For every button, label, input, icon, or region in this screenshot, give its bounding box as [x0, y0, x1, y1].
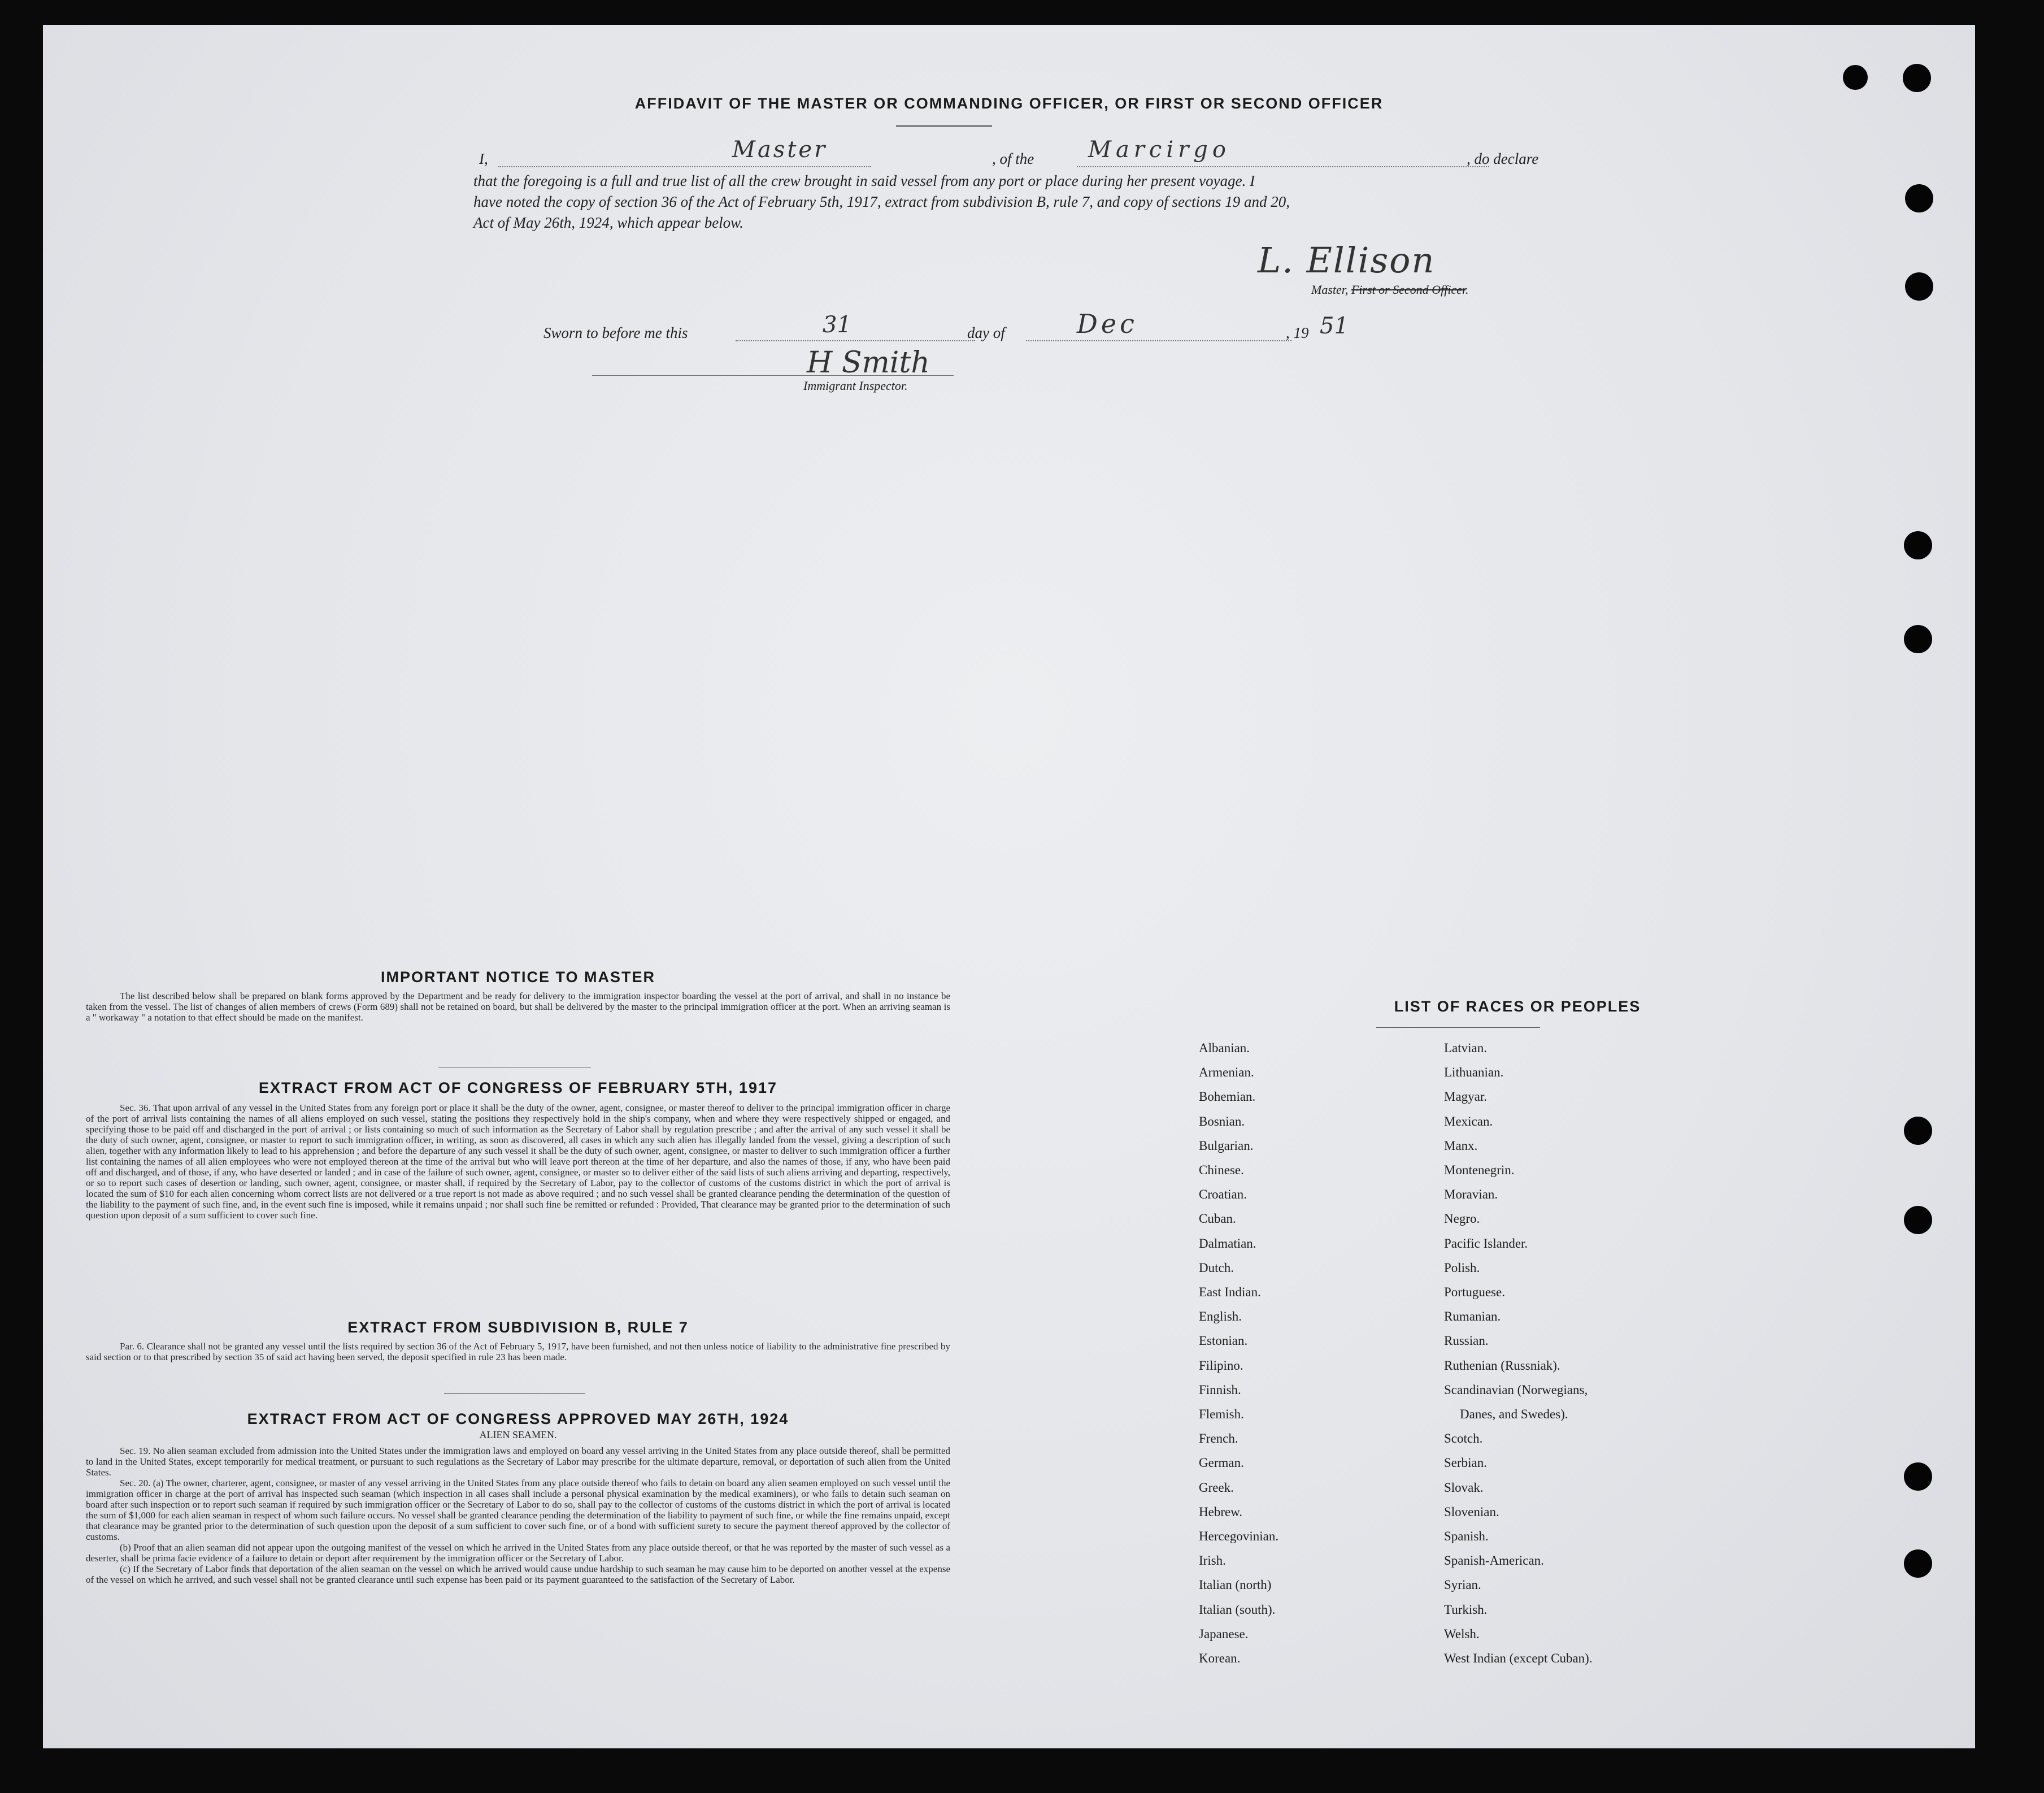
sec20b-body: (b) Proof that an alien seaman did not appear upon the outgoing manifest of the vessel on which he arrived in the United States from any place outside thereof, or that he was reported by the master of such vessel as a deserter, shall be prima facie evidence of a failure to detain or deport after requirement by the immigration officer or the Secretary of Labor.: [86, 1542, 950, 1564]
extract-1917-title: EXTRACT FROM ACT OF CONGRESS OF FEBRUARY 5TH, 1917: [258, 1079, 778, 1096]
race-item: Estonian.: [1199, 1334, 1248, 1348]
master-caption-period: .: [1465, 283, 1469, 297]
punch-hole: [1905, 272, 1933, 301]
race-item: Dalmatian.: [1199, 1236, 1256, 1251]
inspector-signature: H Smith: [807, 346, 930, 380]
extract-1917-body: Sec. 36. That upon arrival of any vessel in the United States from any foreign port or place it shall be the duty of the owner, agent, consignee, or master thereof to deliver to the principal immigration officer in charge of the port of arrival lists containing the names of all aliens employed on such vessel, stating the positions they respectively hold in the ship's company, when and where they were respectively shipped or engaged, and specifying those to be paid off and discharged in the port of arrival ; or lists containing so much of such information as the Secretary of Labor shall by regulation prescribe ; and after the arrival of any such vessel it shall be the duty of such owner, agent, consignee, or master to report to such immigration officer, in writing, as soon as discovered, all cases in which any such alien has illegally landed from the vessel, giving a description of such alien, together with any information likely to lead to his apprehension ; and before the departure of any such vessel it shall be the duty of such owner, agent, consignee, or master to deliver to such immigration officer a further list containing the names of all alien employees who were not employed thereon at the time of the arrival but who will leave port thereon at the time of her departure, and also the names of those, if any, who have been paid off and discharged, and of those, if any, who have deserted or landed ; and in case of the failure of such owner, agent, consignee, or master so to deliver either of the said lists of such aliens arriving and departing, respectively, or so to report such cases of desertion or landing, such owner, agent, consignee, or master shall, if required by the Secretary of Labor, pay to the collector of customs of the customs district in which the port of arrival is located the sum of $10 for each alien concerning whom correct lists are not delivered or a true report is not made as above required ; and no such vessel shall be granted clearance pending the determination of the question of the liability to the payment of such fine, and, in the event such fine is imposed, while it remains unpaid ; nor shall such fine be remitted or refunded : Provided, That clearance may be granted prior to the determination of such question upon deposit of a sum sufficient to cover such fine.: [86, 1102, 950, 1221]
punch-hole: [1904, 625, 1932, 653]
race-item: German.: [1199, 1456, 1244, 1470]
race-item: Japanese.: [1199, 1626, 1249, 1641]
master-signature: L. Ellison: [1258, 240, 1436, 281]
race-item: Polish.: [1444, 1260, 1480, 1275]
punch-hole: [1904, 1117, 1932, 1145]
races-title: LIST OF RACES OR PEOPLES: [1394, 998, 1641, 1015]
master-blank: [498, 166, 871, 167]
race-item: Flemish.: [1199, 1407, 1244, 1421]
race-item: Chinese.: [1199, 1163, 1244, 1177]
race-item: Portuguese.: [1444, 1285, 1505, 1299]
punch-hole: [1904, 1462, 1932, 1491]
race-item: Manx.: [1444, 1138, 1478, 1153]
master-caption-struck: First or Second Officer: [1351, 283, 1466, 297]
race-item: Dutch.: [1199, 1260, 1234, 1275]
race-item: Danes, and Swedes).: [1460, 1407, 1568, 1421]
rule7-section: [86, 1319, 950, 1362]
race-item: Italian (north): [1199, 1578, 1272, 1592]
race-item: Irish.: [1199, 1553, 1226, 1568]
race-item: Armenian.: [1199, 1065, 1254, 1080]
of-the-label: , of the: [992, 150, 1034, 167]
race-item: Filipino.: [1199, 1358, 1243, 1373]
day-handwriting: 31: [823, 312, 851, 338]
race-item: Bulgarian.: [1199, 1138, 1254, 1153]
extract-1924-title: EXTRACT FROM ACT OF CONGRESS APPROVED MAY 26TH, 1924: [247, 1410, 789, 1427]
race-item: Slovenian.: [1444, 1504, 1499, 1519]
race-item: Spanish-American.: [1444, 1553, 1544, 1568]
race-item: Bosnian.: [1199, 1114, 1245, 1128]
notice-title: IMPORTANT NOTICE TO MASTER: [381, 969, 655, 986]
notice-body: The list described below shall be prepared on blank forms approved by the Department and be ready for delivery to the immigration inspector boarding the vessel at the port of arrival, and shall in no instance be taken from the vessel. The list of changes of alien members of crews (Form 689) shall not be retained on board, but shall be delivered by the master to the principal immigration officer at the port. When an arriving seaman is a " workaway " a notation to that effect should be made on the manifest.: [86, 991, 950, 1023]
race-item: Welsh.: [1444, 1626, 1480, 1641]
day-blank: [736, 340, 975, 341]
race-item: Scotch.: [1444, 1431, 1483, 1446]
day-of-label: day of: [967, 324, 1005, 341]
race-item: Hercegovinian.: [1199, 1529, 1279, 1543]
manifest-page: [43, 25, 1975, 1748]
race-item: Albanian.: [1199, 1041, 1250, 1055]
race-item: West Indian (except Cuban).: [1444, 1651, 1593, 1665]
punch-hole: [1904, 1206, 1932, 1234]
race-item: French.: [1199, 1431, 1238, 1446]
extract-1924-subtitle: ALIEN SEAMEN.: [479, 1429, 557, 1440]
rule7-title: EXTRACT FROM SUBDIVISION B, RULE 7: [347, 1319, 689, 1336]
race-item: Hebrew.: [1199, 1504, 1243, 1519]
vessel-handwriting: Marcirgo: [1088, 137, 1230, 163]
races-divider: [1376, 1027, 1540, 1028]
race-item: Finnish.: [1199, 1382, 1241, 1397]
sec20a-body: Sec. 20. (a) The owner, charterer, agent, consignee, or master of any vessel arriving in the United States from any place outside thereof who fails to detain on board any alien seamen employed on such vessel until the immigration officer in charge at the port of arrival has inspected such seaman (which inspection in all cases shall include a personal physical examination by the medical examiners), or who fails to detain such seaman on board after such inspection or to report such seaman if required by such immigration officer or the Secretary of Labor to do so, shall pay to the collector of customs of the customs district in which the port of arrival is located the sum of $1,000 for each alien seaman in respect of whom such failure occurs. No vessel shall be granted clearance pending the determination of the liability to payment of such fine, or while the fine remains unpaid, except that clearance may be granted prior to the determination of such question upon the deposit of a sum sufficient to cover such fine, or of a bond with sufficient surety to secure the payment thereof approved by the collector of customs.: [86, 1478, 950, 1542]
race-item: English.: [1199, 1309, 1242, 1324]
race-item: Croatian.: [1199, 1187, 1247, 1202]
race-item: Pacific Islander.: [1444, 1236, 1528, 1251]
extract-1924-section: [86, 1410, 950, 1585]
race-item: Magyar.: [1444, 1089, 1488, 1104]
year-prefix: , 19: [1286, 324, 1309, 341]
do-declare-label: , do declare: [1467, 150, 1539, 167]
affidavit-title: AFFIDAVIT OF THE MASTER OR COMMANDING OFFICER, OR FIRST OR SECOND OFFICER: [634, 95, 1384, 112]
race-item: Latvian.: [1444, 1041, 1487, 1055]
race-item: Korean.: [1199, 1651, 1241, 1665]
race-item: Italian (south).: [1199, 1602, 1276, 1617]
race-item: Turkish.: [1444, 1602, 1488, 1617]
race-item: Russian.: [1444, 1334, 1489, 1348]
race-item: Slovak.: [1444, 1480, 1484, 1495]
race-item: Ruthenian (Russniak).: [1444, 1358, 1560, 1373]
punch-hole: [1843, 65, 1868, 90]
race-item: Moravian.: [1444, 1187, 1498, 1202]
race-item: Negro.: [1444, 1212, 1480, 1226]
month-blank: [1026, 340, 1291, 341]
month-handwriting: Dec: [1077, 309, 1138, 339]
punch-hole: [1903, 64, 1931, 92]
race-item: Scandinavian (Norwegians,: [1444, 1382, 1588, 1397]
year-handwriting: 51: [1320, 313, 1349, 339]
race-item: Spanish.: [1444, 1529, 1489, 1543]
race-item: Montenegrin.: [1444, 1163, 1515, 1177]
master-caption-master: Master,: [1311, 283, 1351, 297]
punch-hole: [1904, 1549, 1932, 1578]
affidavit-line-3: Act of May 26th, 1924, which appear below.: [473, 214, 743, 231]
inspector-caption: Immigrant Inspector.: [803, 379, 908, 393]
affidavit-line-1: that the foregoing is a full and true list of all the crew brought in said vessel from any port or place during her present voyage. I: [473, 172, 1255, 189]
sec19-body: Sec. 19. No alien seaman excluded from admission into the United States under the immigration laws and employed on board any vessel arriving in the United States from any place outside thereof, shall be permitted to land in the United States, except temporarily for medical treatment, or pursuant to such regulations as the Secretary of Labor may prescribe for the ultimate departure, removal, or deportation of such alien from the United States.: [86, 1445, 950, 1478]
race-item: Lithuanian.: [1444, 1065, 1504, 1080]
vessel-blank: [1077, 166, 1489, 167]
affidavit-statement: [473, 171, 1598, 233]
sec20c-body: (c) If the Secretary of Labor finds that deportation of the alien seaman on the vessel on which he arrived would cause undue hardship to such seaman he may cause him to be deported on another vessel at the expense of the vessel on which he arrived, and such vessel shall not be granted clearance until such expense has been paid or its payment guaranteed to the satisfaction of the Secretary of Labor.: [86, 1564, 950, 1585]
affidavit-i: I,: [479, 150, 488, 167]
race-item: Mexican.: [1444, 1114, 1493, 1128]
race-item: Cuban.: [1199, 1212, 1236, 1226]
extract-1917-section: [86, 1079, 950, 1221]
rule7-body: Par. 6. Clearance shall not be granted any vessel until the lists required by section 36 of the Act of February 5, 1917, have been furnished, and not then unless notice of liability to the administrative fine prescribed by said section or to that prescribed by section 35 of said act having been served, the deposit specified in rule 23 has been made.: [86, 1341, 950, 1362]
sworn-label: Sworn to before me this: [543, 324, 688, 341]
race-item: Bohemian.: [1199, 1089, 1256, 1104]
notice-section: [86, 969, 950, 1023]
race-item: Serbian.: [1444, 1456, 1488, 1470]
master-handwriting: Master: [732, 137, 828, 163]
title-divider: [896, 125, 992, 127]
punch-hole: [1904, 531, 1932, 559]
rule7-divider: [444, 1393, 585, 1394]
punch-hole: [1905, 184, 1933, 212]
race-item: East Indian.: [1199, 1285, 1261, 1299]
race-item: Rumanian.: [1444, 1309, 1501, 1324]
master-caption: [1311, 283, 1469, 297]
race-item: Syrian.: [1444, 1578, 1481, 1592]
affidavit-line-2: have noted the copy of section 36 of the Act of February 5th, 1917, extract from subdivision B, rule 7, and copy of sections 19 and 20,: [473, 193, 1290, 210]
race-item: Greek.: [1199, 1480, 1234, 1495]
